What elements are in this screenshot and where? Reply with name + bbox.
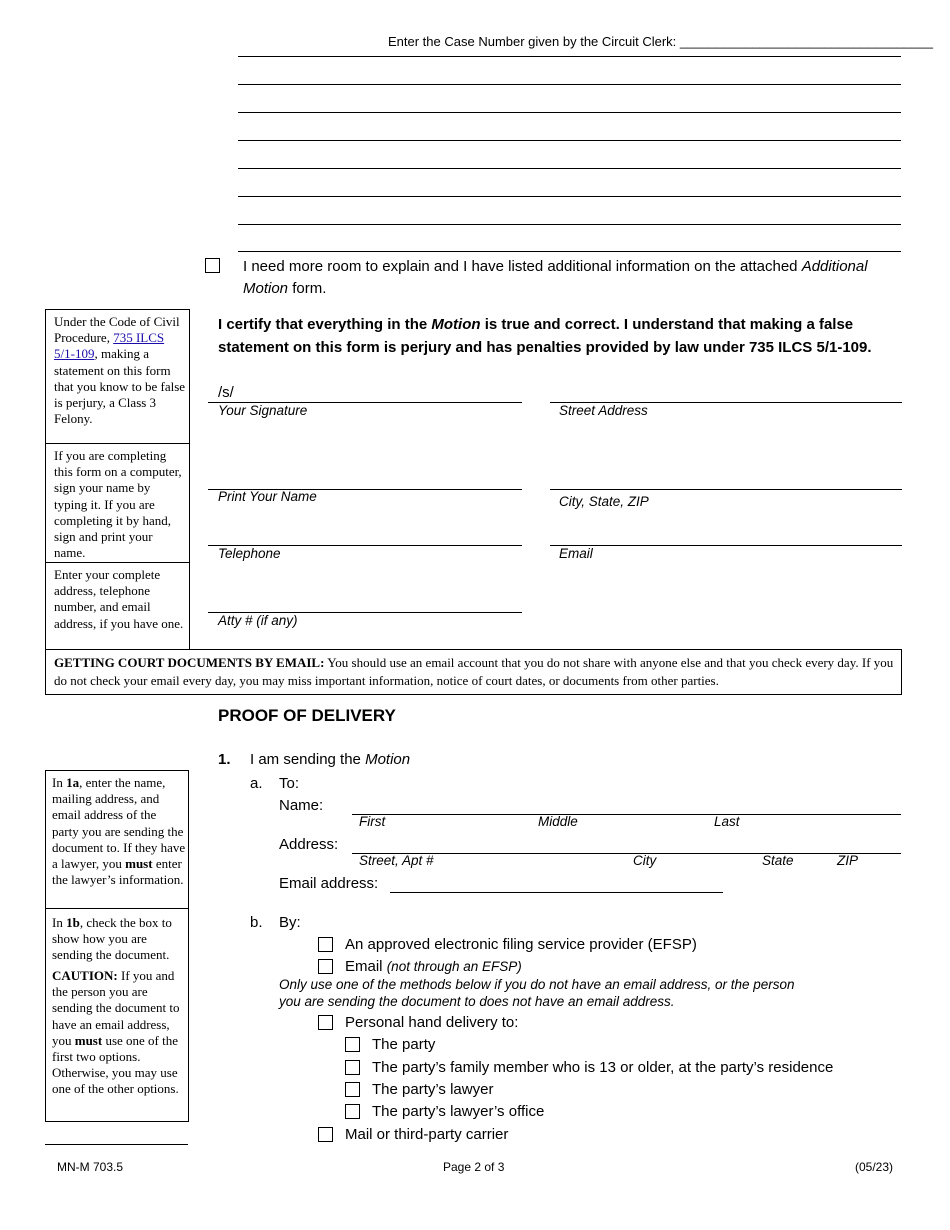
more-room-text-before: I need more room to explain and I have listed additional information on the attached bbox=[243, 258, 802, 275]
caution-label: CAUTION: bbox=[52, 968, 118, 983]
item-1-text-before: I am sending the bbox=[250, 751, 366, 768]
note-1a-bold: 1a bbox=[66, 775, 80, 790]
email-option-note: (not through an EFSP) bbox=[386, 959, 522, 974]
form-id: MN-M 703.5 bbox=[57, 1160, 124, 1174]
recipient-name-line[interactable] bbox=[352, 814, 901, 815]
item-a-letter: a. bbox=[250, 775, 263, 792]
signature-value[interactable]: /s/ bbox=[218, 384, 234, 401]
proof-heading: PROOF OF DELIVERY bbox=[218, 706, 396, 725]
hand-delivery-label: Personal hand delivery to: bbox=[345, 1014, 519, 1031]
item-a-to: To: bbox=[279, 775, 300, 792]
zip-label: ZIP bbox=[837, 853, 859, 868]
email-address-label: Email address: bbox=[279, 875, 379, 892]
city-label: City bbox=[633, 853, 657, 868]
more-room-italic-2: Motion bbox=[243, 280, 289, 297]
city-state-zip-label: City, State, ZIP bbox=[559, 494, 649, 509]
lawyer-checkbox[interactable] bbox=[345, 1082, 360, 1097]
note-1b-bold: 1b bbox=[66, 915, 80, 930]
signature-label: Your Signature bbox=[218, 403, 308, 418]
party-label: The party bbox=[372, 1036, 436, 1053]
address-label: Address: bbox=[279, 836, 339, 853]
explanation-line-1[interactable] bbox=[238, 56, 901, 57]
recipient-address-line[interactable] bbox=[352, 853, 901, 854]
certify-italic: Motion bbox=[431, 316, 481, 333]
city-state-zip-line[interactable] bbox=[550, 489, 902, 490]
family-member-checkbox[interactable] bbox=[345, 1060, 360, 1075]
note-1a-before: In bbox=[52, 775, 67, 790]
name-label: Name: bbox=[279, 797, 324, 814]
email-notice-body: You should use an email account that you do not share with anyone else and that you check every day. If you do not check your email every day, you may miss important information, notice of court dates, or documents from other parties. bbox=[54, 655, 894, 688]
lawyer-office-checkbox[interactable] bbox=[345, 1104, 360, 1119]
sidebar-1a-note bbox=[52, 775, 186, 888]
sidebar-divider-1 bbox=[45, 443, 190, 444]
footer-rule bbox=[45, 1144, 188, 1145]
family-member-label: The party’s family member who is 13 or older, at the party’s residence bbox=[372, 1059, 834, 1076]
atty-label: Atty # (if any) bbox=[218, 613, 298, 628]
explanation-line-2[interactable] bbox=[238, 84, 901, 85]
street-apt-label: Street, Apt # bbox=[359, 853, 434, 868]
case-number-line bbox=[388, 34, 933, 49]
mail-label: Mail or third-party carrier bbox=[345, 1126, 509, 1143]
first-name-label: First bbox=[359, 814, 386, 829]
mail-checkbox[interactable] bbox=[318, 1127, 333, 1142]
middle-name-label: Middle bbox=[538, 814, 578, 829]
print-name-label: Print Your Name bbox=[218, 489, 317, 504]
street-address-label: Street Address bbox=[559, 403, 648, 418]
item-1-text bbox=[250, 751, 410, 768]
certify-before: I certify that everything in the bbox=[218, 316, 432, 333]
more-room-text bbox=[243, 256, 903, 300]
perjury-before: Under the Code of Civil Procedure, bbox=[54, 314, 180, 346]
caution-before: If you and the person you are sending the document to have an email address, you bbox=[52, 968, 180, 1048]
form-date: (05/23) bbox=[855, 1160, 894, 1174]
sidebar-sign-note: If you are completing this form on a computer, sign your name by typing it. If you are completing it by hand, sign and print your name. bbox=[54, 448, 182, 561]
hand-delivery-checkbox[interactable] bbox=[318, 1015, 333, 1030]
note-1a-after: enter the lawyer’s information. bbox=[52, 856, 184, 888]
last-name-label: Last bbox=[714, 814, 740, 829]
note-1a-mid: , enter the name, mailing address, and email address of the party you are sending the document to. If they have a lawyer, you bbox=[52, 775, 186, 872]
only-use-note: Only use one of the methods below if you do not have an email address, or the person you are sending the document to does not have an email address. bbox=[279, 977, 795, 1009]
ilcs-link[interactable]: 735 ILCS 5/1-109 bbox=[54, 330, 165, 362]
case-number-label: Enter the Case Number given by the Circuit Clerk: bbox=[388, 34, 680, 49]
sidebar-delivery-divider bbox=[45, 908, 189, 909]
recipient-email-line[interactable] bbox=[390, 892, 723, 893]
explanation-line-8[interactable] bbox=[238, 251, 901, 252]
email-notice-bold: GETTING COURT DOCUMENTS BY EMAIL: bbox=[54, 655, 325, 670]
efsp-label: An approved electronic filing service provider (EFSP) bbox=[345, 936, 697, 953]
explanation-line-3[interactable] bbox=[238, 112, 901, 113]
explanation-line-6[interactable] bbox=[238, 196, 901, 197]
lawyer-office-label: The party’s lawyer’s office bbox=[372, 1103, 545, 1120]
explanation-line-7[interactable] bbox=[238, 224, 901, 225]
case-number-field[interactable]: ___________________________________ bbox=[679, 34, 933, 49]
item-1-number: 1. bbox=[218, 751, 231, 768]
email-option-label bbox=[345, 958, 522, 975]
note-1b-after: , check the box to show how you are sending the document. bbox=[52, 915, 172, 963]
sidebar-1b-note bbox=[52, 915, 186, 964]
email-label: Email bbox=[559, 546, 593, 561]
sidebar-address-note: Enter your complete address, telephone number, and email address, if you have one. bbox=[54, 567, 184, 631]
email-checkbox[interactable] bbox=[318, 959, 333, 974]
lawyer-label: The party’s lawyer bbox=[372, 1081, 494, 1098]
efsp-checkbox[interactable] bbox=[318, 937, 333, 952]
sidebar-perjury-note bbox=[54, 314, 186, 427]
note-1b-before: In bbox=[52, 915, 67, 930]
item-b-by: By: bbox=[279, 914, 301, 931]
certify-statement bbox=[218, 313, 908, 359]
more-room-italic-1: Additional bbox=[801, 258, 868, 275]
explanation-line-4[interactable] bbox=[238, 140, 901, 141]
telephone-label: Telephone bbox=[218, 546, 281, 561]
explanation-line-5[interactable] bbox=[238, 168, 901, 169]
more-room-text-after: form. bbox=[288, 280, 327, 297]
email-line[interactable] bbox=[550, 545, 902, 546]
more-room-checkbox[interactable] bbox=[205, 258, 220, 273]
note-1a-must: must bbox=[125, 856, 153, 872]
sidebar-divider-2 bbox=[45, 562, 190, 563]
perjury-after: , making a statement on this form that you know to be false is perjury, a Class 3 Felony. bbox=[54, 346, 186, 427]
certify-after: is true and correct. I understand that making a false statement on this form is perjury and has penalties provided by law under 735 ILCS 5/1-109. bbox=[218, 316, 872, 356]
sidebar-caution-note bbox=[52, 968, 186, 1098]
caution-must: must bbox=[74, 1032, 103, 1048]
caution-after: use one of the first two options. Otherwise, you may use one of the other options. bbox=[52, 1032, 179, 1097]
item-1-text-italic: Motion bbox=[365, 751, 411, 768]
party-checkbox[interactable] bbox=[345, 1037, 360, 1052]
page-number: Page 2 of 3 bbox=[443, 1160, 505, 1174]
state-label: State bbox=[762, 853, 794, 868]
email-notice-text bbox=[54, 654, 896, 690]
email-option-text: Email bbox=[345, 958, 383, 975]
item-b-letter: b. bbox=[250, 914, 263, 931]
